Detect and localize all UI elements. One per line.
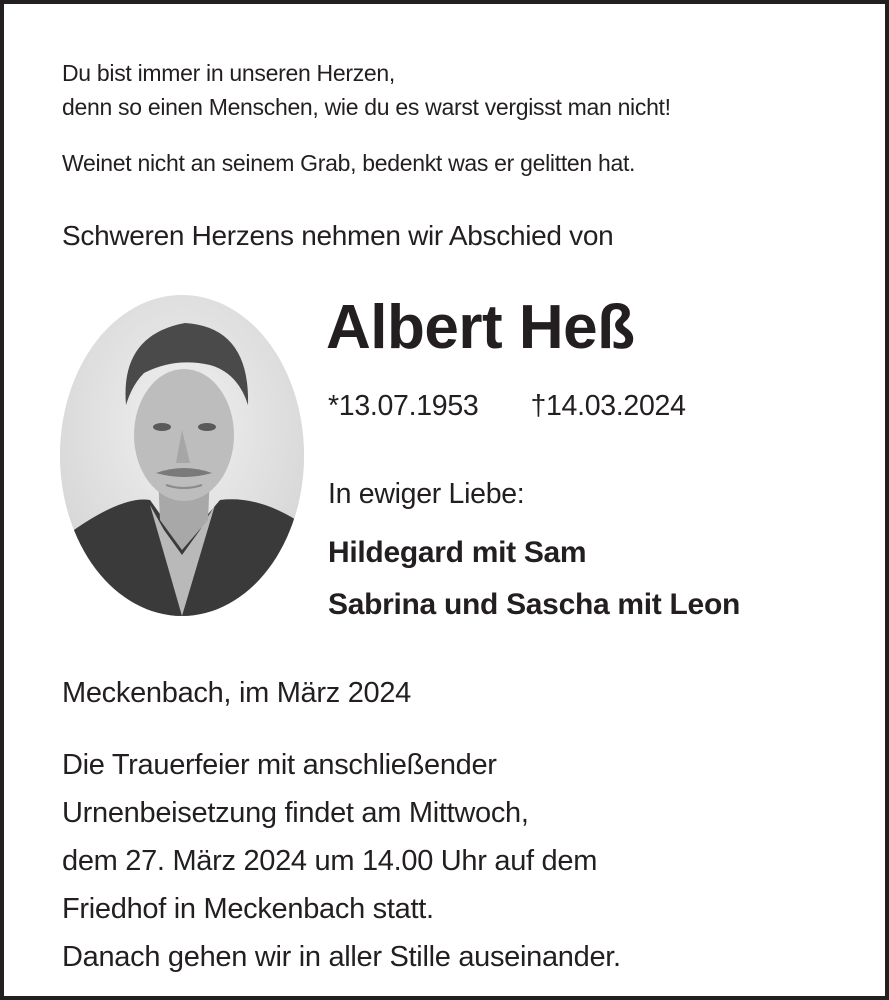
poem-line-2: denn so einen Menschen, wie du es warst vergisst man nicht!: [62, 94, 671, 120]
ceremony-line-2: Urnenbeisetzung findet am Mittwoch,: [62, 797, 529, 829]
ceremony-line-5: Danach gehen wir in aller Stille auseinander.: [62, 941, 621, 973]
death-date: †14.03.2024: [530, 390, 686, 422]
ceremony-line-4: Friedhof in Meckenbach statt.: [62, 893, 434, 925]
poem-line-3: Weinet nicht an seinem Grab, bedenkt was er gelitten hat.: [62, 150, 636, 176]
mourners-intro: In ewiger Liebe:: [328, 478, 525, 510]
ceremony-line-1: Die Trauerfeier mit anschließender: [62, 749, 497, 781]
farewell-lead: Schweren Herzens nehmen wir Abschied von: [62, 220, 614, 251]
poem-line-1: Du bist immer in unseren Herzen,: [62, 60, 395, 86]
mourner-line-2: Sabrina und Sascha mit Leon: [328, 588, 740, 621]
place-date: Meckenbach, im März 2024: [62, 677, 412, 709]
ceremony-line-3: dem 27. März 2024 um 14.00 Uhr auf dem: [62, 845, 598, 877]
life-dates: [328, 390, 686, 423]
portrait-photo-icon: [60, 295, 304, 616]
birth-date: *13.07.1953: [328, 390, 479, 422]
mourner-line-1: Hildegard mit Sam: [328, 536, 587, 569]
deceased-name: Albert Heß: [326, 293, 635, 362]
